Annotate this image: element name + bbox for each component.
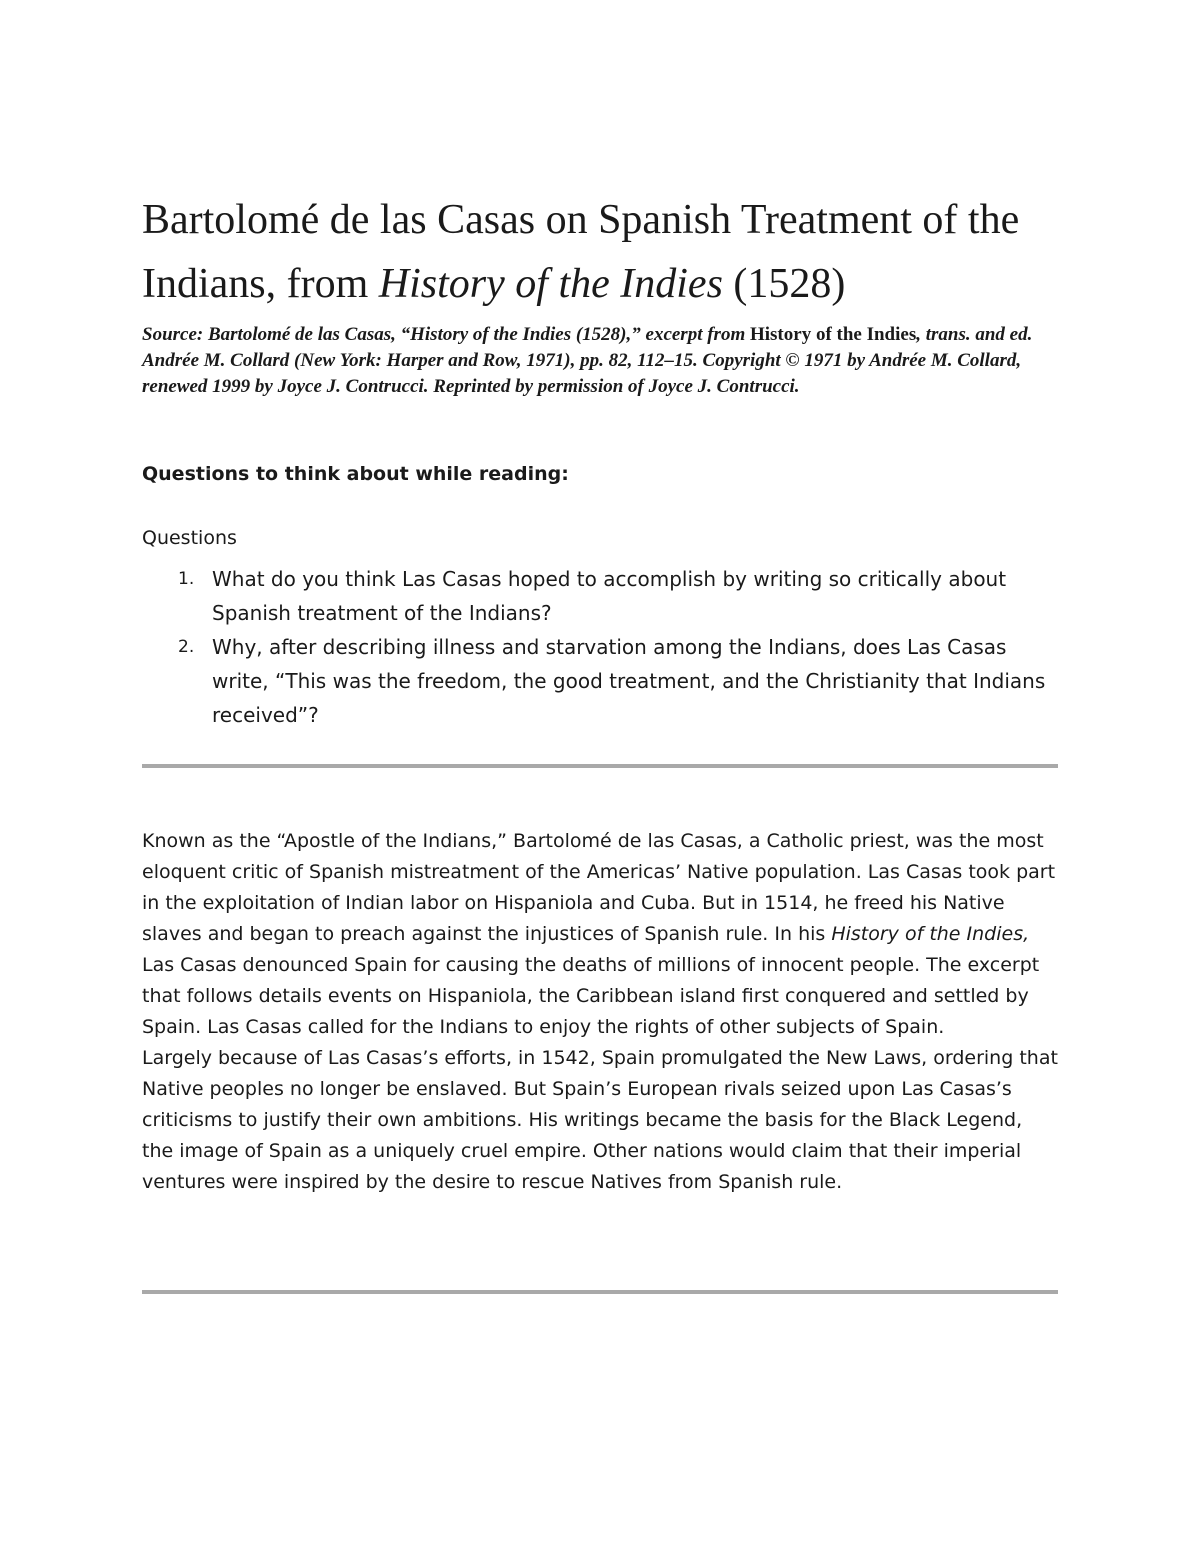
title-book-name: History of the Indies: [378, 261, 723, 307]
horizontal-divider: [142, 764, 1058, 768]
source-citation: [142, 322, 1058, 400]
intro-text-1a: Known as the “Apostle of the Indians,” Bartolomé de las Casas, a Catholic priest, was the most eloquent critic of Spanish mistreatment of the Americas’ Native population. Las Casas took part in the exploitation of Indian labor on Hispaniola and Cuba. But in 1514, he freed his Native slaves and began to preach against the injustices of Spanish rule. In his: [142, 830, 1056, 945]
questions-heading: Questions to think about while reading:: [142, 463, 569, 485]
intro-text-1b: Las Casas denounced Spain for causing the deaths of millions of innocent people. The excerpt that follows details events on Hispaniola, the Caribbean island first conquered and settled by Spain. Las Casas called for the Indians to enjoy the rights of other subjects of Spain.: [142, 954, 1040, 1038]
list-item-text: What do you think Las Casas hoped to accomplish by writing so critically about Spanish treatment of the Indians?: [212, 567, 1007, 625]
list-item: [142, 630, 1058, 732]
horizontal-divider: [142, 1290, 1058, 1294]
source-text-1: Source: Bartolomé de las Casas, “History of the Indies (1528),” excerpt from: [142, 324, 750, 345]
title-text: Bartolomé de las Casas on Spanish Treatment of the Indians, from: [142, 197, 1020, 307]
source-book-name: History of the Indies: [749, 324, 917, 345]
document-title: [142, 188, 1058, 316]
intro-book-name: History of the Indies,: [831, 923, 1030, 945]
list-item-text: Why, after describing illness and starvation among the Indians, does Las Casas write, “This was the freedom, the good treatment, and the Christianity that Indians received”?: [212, 635, 1046, 727]
questions-list: [142, 562, 1058, 732]
list-item-number: 2.: [178, 637, 195, 657]
list-item: [142, 562, 1058, 630]
questions-label: Questions: [142, 527, 237, 549]
intro-paragraph-2: Largely because of Las Casas’s efforts, in 1542, Spain promulgated the New Laws, ordering that Native peoples no longer be enslaved. But Spain’s European rivals seized upon Las Casas’s criticisms to justify their own ambitions. His writings became the basis for the Black Legend, the image of Spain as a uniquely cruel empire. Other nations would claim that their imperial ventures were inspired by the desire to rescue Natives from Spanish rule.: [142, 1047, 1058, 1193]
intro-paragraph-1: [142, 826, 1058, 1043]
source-text-2: , trans. and ed. Andrée M. Collard (New York: Harper and Row, 1971), pp. 82, 112–15. Copyright © 1971 by Andrée M. Collard, renewed 1999 by Joyce J. Contrucci. Reprinted by permission of Joyce J. Contrucci.: [142, 324, 1033, 397]
list-item-number: 1.: [178, 569, 195, 589]
title-year: (1528): [722, 261, 846, 307]
intro-section: [142, 826, 1058, 1198]
